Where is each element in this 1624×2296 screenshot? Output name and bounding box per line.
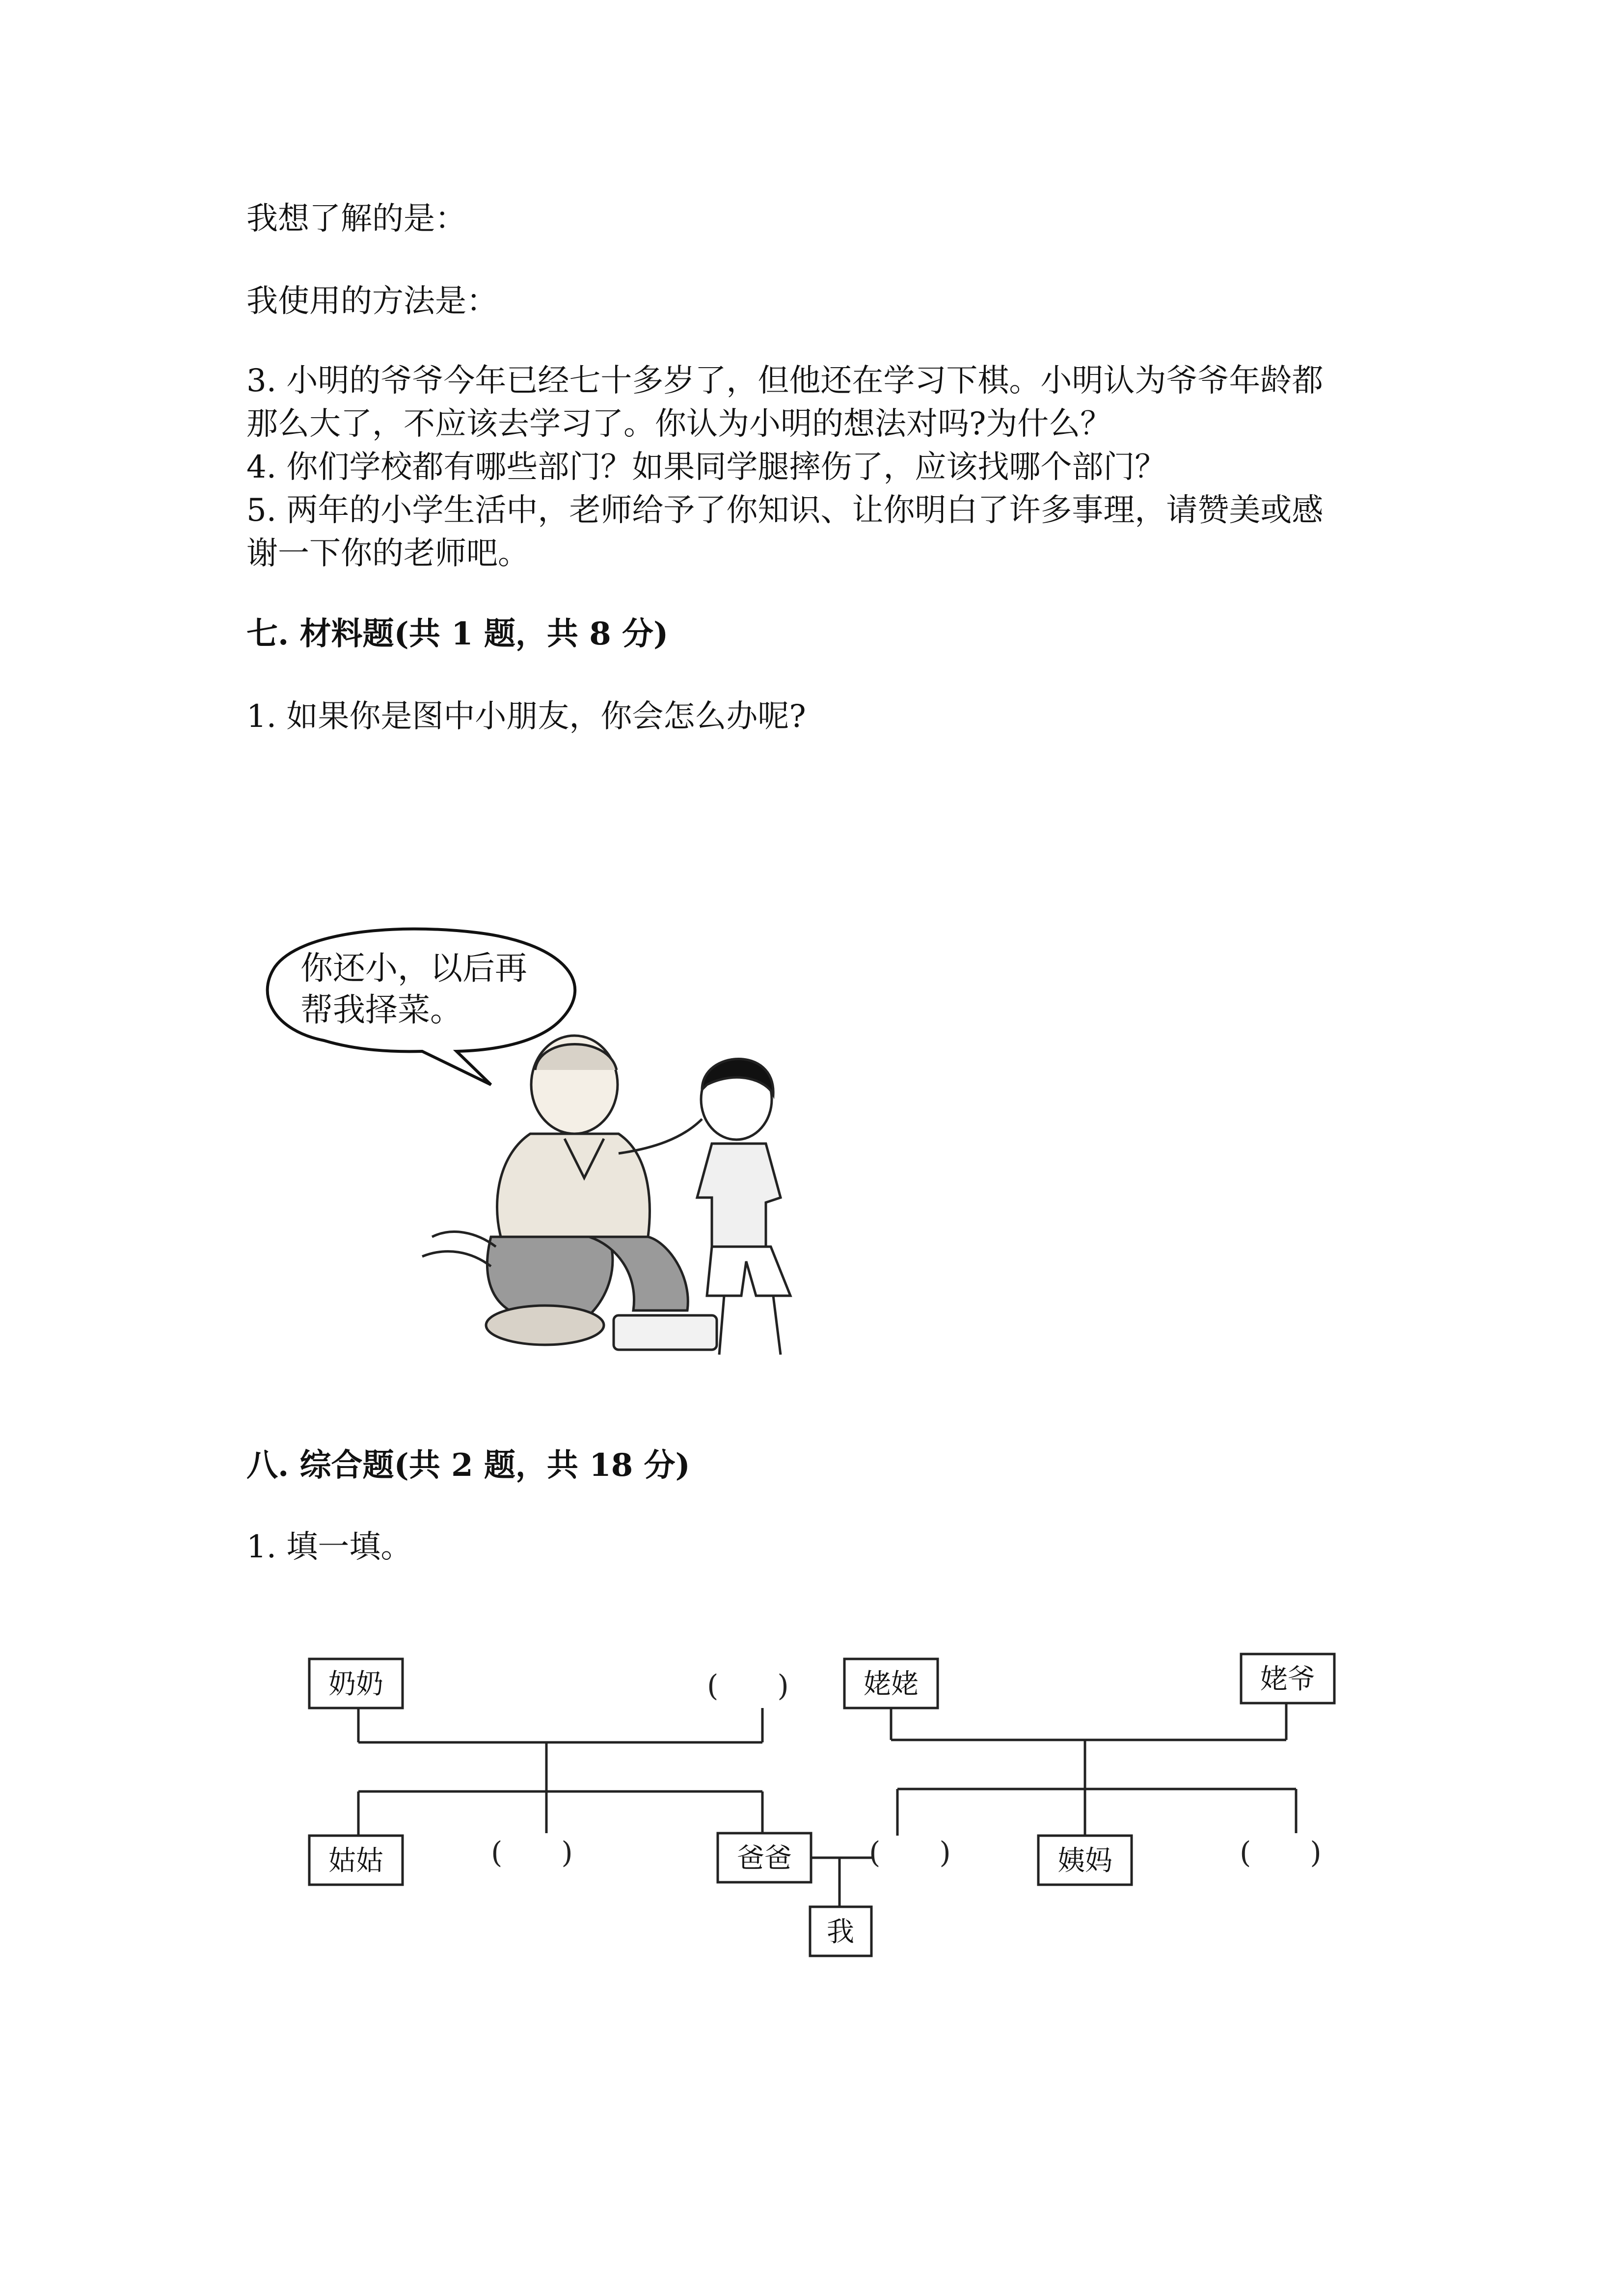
question-3-line-1: 3. 小明的爷爷今年已经七十多岁了，但他还在学习下棋。小明认为爷爷年龄都 <box>246 363 1324 399</box>
box-wo <box>810 1907 871 1956</box>
grandma-figure <box>422 1036 717 1350</box>
label-wo: 我 <box>827 1916 854 1948</box>
line-what-to-learn: 我想了解的是： <box>246 201 466 237</box>
label-nainai: 奶奶 <box>328 1668 383 1700</box>
label-laolao: 姥姥 <box>864 1668 919 1700</box>
question-3-line-2: 那么大了，不应该去学习了。你认为小明的想法对吗?为什么？ <box>246 406 1112 442</box>
section-7-question-1: 1. 如果你是图中小朋友，你会怎么办呢? <box>246 698 806 735</box>
tree-connectors <box>358 1703 1296 1907</box>
question-4: 4. 你们学校都有哪些部门？如果同学腿摔伤了，应该找哪个部门？ <box>246 449 1166 485</box>
box-baba <box>718 1833 811 1882</box>
blank-paternal-grandfather: ( ) <box>707 1669 789 1703</box>
label-laoye: 姥爷 <box>1260 1663 1315 1695</box>
blank-mother: ( ) <box>869 1836 951 1870</box>
label-gugu: 姑姑 <box>328 1845 383 1877</box>
blank-paternal-uncle: ( ) <box>491 1836 573 1870</box>
section-8-heading: 八. 综合题(共 2 题，共 18 分) <box>246 1447 690 1484</box>
box-gugu <box>309 1836 403 1885</box>
family-tree-diagram <box>295 1639 1375 1983</box>
bubble-text-line-2: 帮我择菜。 <box>300 991 462 1029</box>
blank-maternal-uncle: ( ) <box>1240 1836 1322 1870</box>
bubble-text-line-1: 你还小，以后再 <box>300 949 527 987</box>
child-figure <box>697 1059 790 1355</box>
label-baba: 爸爸 <box>737 1842 792 1874</box>
grandma-and-child-illustration <box>245 923 815 1374</box>
section-8-question-1: 1. 填一填。 <box>246 1529 412 1565</box>
line-method-used: 我使用的方法是： <box>246 283 498 320</box>
label-yima: 姨妈 <box>1057 1845 1112 1877</box>
question-5-line-2: 谢一下你的老师吧。 <box>246 535 529 572</box>
box-laoye <box>1241 1654 1334 1703</box>
speech-bubble <box>268 929 575 1085</box>
box-laolao <box>844 1659 938 1708</box>
section-7-heading: 七. 材料题(共 1 题，共 8 分) <box>246 615 669 652</box>
box-yima <box>1038 1836 1132 1885</box>
question-5-line-1: 5. 两年的小学生活中，老师给予了你知识、让你明白了许多事理，请赞美或感 <box>246 492 1324 529</box>
box-nainai <box>309 1659 403 1708</box>
